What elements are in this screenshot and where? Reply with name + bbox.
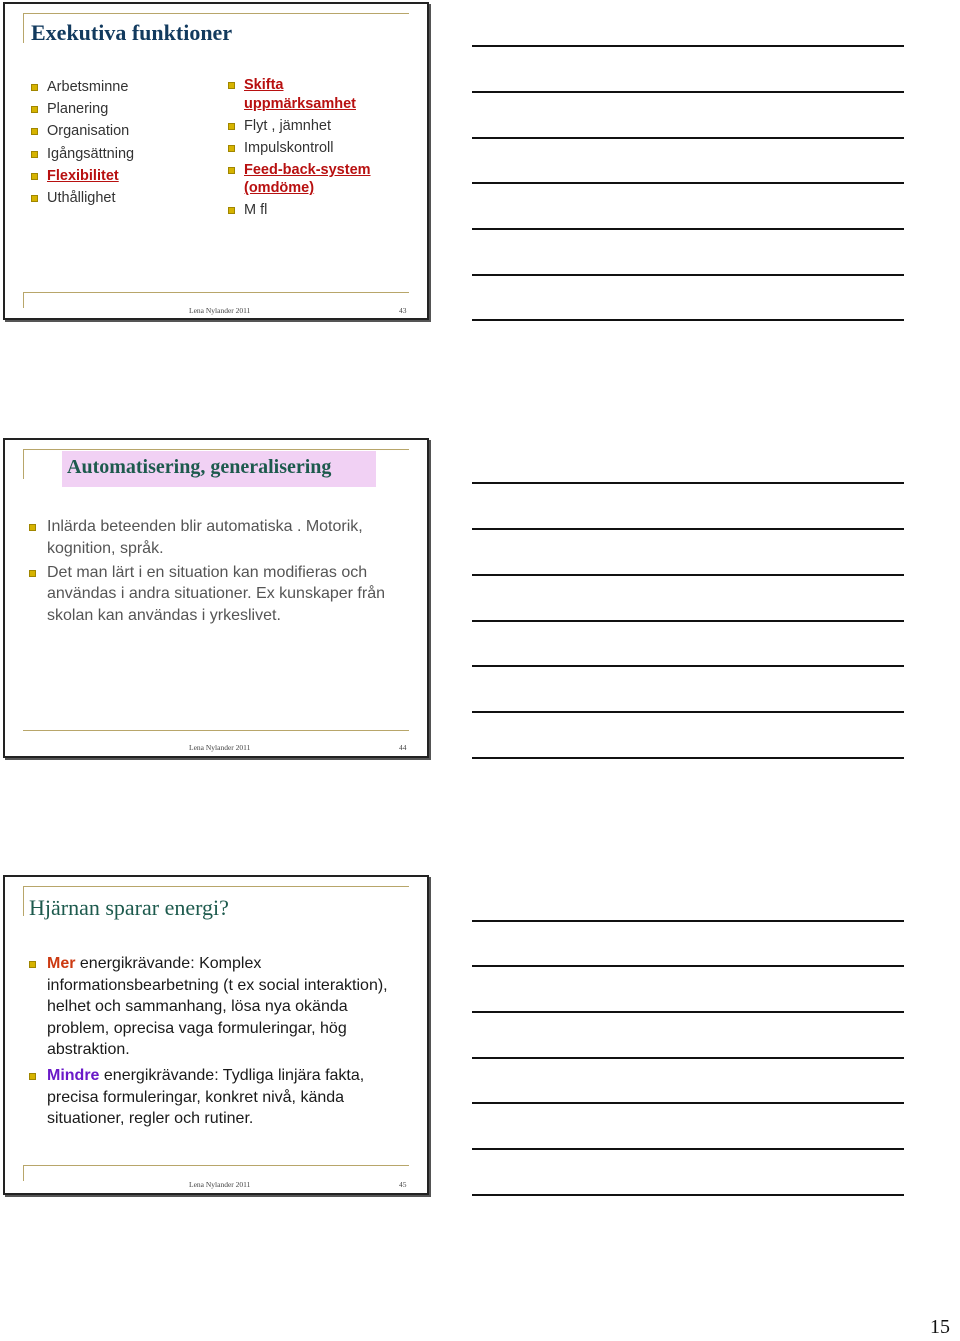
square-bullet-icon	[228, 207, 235, 214]
square-bullet-icon	[31, 151, 38, 158]
title-rule-vertical	[23, 886, 24, 916]
footer-rule-vertical	[23, 1165, 24, 1181]
slide-43	[3, 2, 429, 320]
list-item: Impulskontroll	[226, 139, 396, 158]
square-bullet-icon	[31, 106, 38, 113]
note-line	[472, 1057, 904, 1059]
list-item: Arbetsminne	[29, 76, 134, 98]
title-rule-vertical	[23, 449, 24, 479]
square-bullet-icon	[228, 145, 235, 152]
mindre-label: Mindre	[47, 1066, 100, 1084]
note-line	[472, 1102, 904, 1104]
square-bullet-icon	[228, 167, 235, 174]
square-bullet-icon	[31, 84, 38, 91]
note-line	[472, 482, 904, 484]
right-bullet-list	[226, 76, 396, 223]
bullet-list	[27, 953, 412, 1134]
skifta-link[interactable]: Skifta uppmärksamhet	[244, 77, 357, 112]
footer-rule-vertical	[23, 292, 24, 308]
list-item: Inlärda beteenden blir automatiska . Motorik, kognition, språk.	[27, 516, 412, 559]
square-bullet-icon	[31, 173, 38, 180]
square-bullet-icon	[29, 524, 36, 531]
square-bullet-icon	[228, 123, 235, 130]
list-item: Mer energikrävande: Komplex informationsbearbetning (t ex social interaktion), helhet och sammanhang, lösa nya okända problem, oprecisa vaga formuleringar, hög abstraktion.	[27, 953, 412, 1061]
footer-rule	[23, 1165, 409, 1166]
title-rule	[23, 886, 409, 887]
list-item: Planering	[29, 98, 134, 120]
note-line	[472, 528, 904, 530]
square-bullet-icon	[29, 961, 36, 968]
slide-number: 43	[399, 306, 407, 315]
note-line	[472, 45, 904, 47]
note-line	[472, 182, 904, 184]
list-item: Det man lärt i en situation kan modifieras och användas i andra situationer. Ex kunskaper från skolan kan användas i yrkeslivet.	[27, 562, 412, 627]
feedback-link[interactable]: Feed-back-system (omdöme)	[244, 161, 371, 197]
flexibilitet-link[interactable]: Flexibilitet	[47, 167, 119, 184]
note-line	[472, 1148, 904, 1150]
slide-title: Hjärnan sparar energi?	[29, 895, 229, 920]
slide-number: 44	[399, 743, 407, 752]
square-bullet-icon	[31, 195, 38, 202]
note-line	[472, 620, 904, 622]
list-item	[226, 161, 396, 198]
slide-author: Lena Nylander 2011	[189, 306, 251, 315]
bullet-list	[27, 516, 412, 629]
title-rule	[23, 13, 409, 14]
slide-author: Lena Nylander 2011	[189, 743, 251, 752]
slide-title: Exekutiva funktioner	[31, 20, 233, 45]
square-bullet-icon	[31, 128, 38, 135]
slide-author: Lena Nylander 2011	[189, 1180, 251, 1189]
footer-rule	[23, 292, 409, 293]
note-line	[472, 91, 904, 93]
mer-label: Mer	[47, 955, 76, 972]
list-item: Igångsättning	[29, 143, 134, 165]
note-line	[472, 574, 904, 576]
footer-rule	[23, 730, 409, 731]
note-line	[472, 665, 904, 667]
title-rule	[23, 449, 409, 450]
list-item: Mindre energikrävande: Tydliga linjära fakta, precisa formuleringar, konkret nivå, kända situationer, regler och rutiner.	[27, 1065, 412, 1130]
list-item	[226, 76, 396, 113]
note-line	[472, 228, 904, 230]
slide-45	[3, 875, 429, 1195]
page-number: 15	[930, 1316, 950, 1338]
square-bullet-icon	[29, 1073, 36, 1080]
square-bullet-icon	[29, 570, 36, 577]
note-line	[472, 757, 904, 759]
list-item: Flyt , jämnhet	[226, 117, 396, 136]
title-rule-vertical	[23, 13, 24, 43]
list-item	[29, 165, 134, 187]
slide-title: Automatisering, generalisering	[67, 456, 332, 478]
list-item: M fl	[226, 201, 396, 220]
note-line	[472, 1011, 904, 1013]
note-line	[472, 1194, 904, 1196]
list-item: Organisation	[29, 120, 134, 142]
left-bullet-list	[29, 76, 134, 209]
note-line	[472, 137, 904, 139]
square-bullet-icon	[228, 82, 235, 89]
note-line	[472, 920, 904, 922]
note-line	[472, 274, 904, 276]
slide-44	[3, 438, 429, 758]
note-line	[472, 319, 904, 321]
slide-number: 45	[399, 1180, 407, 1189]
note-line	[472, 965, 904, 967]
note-line	[472, 711, 904, 713]
list-item: Uthållighet	[29, 187, 134, 209]
